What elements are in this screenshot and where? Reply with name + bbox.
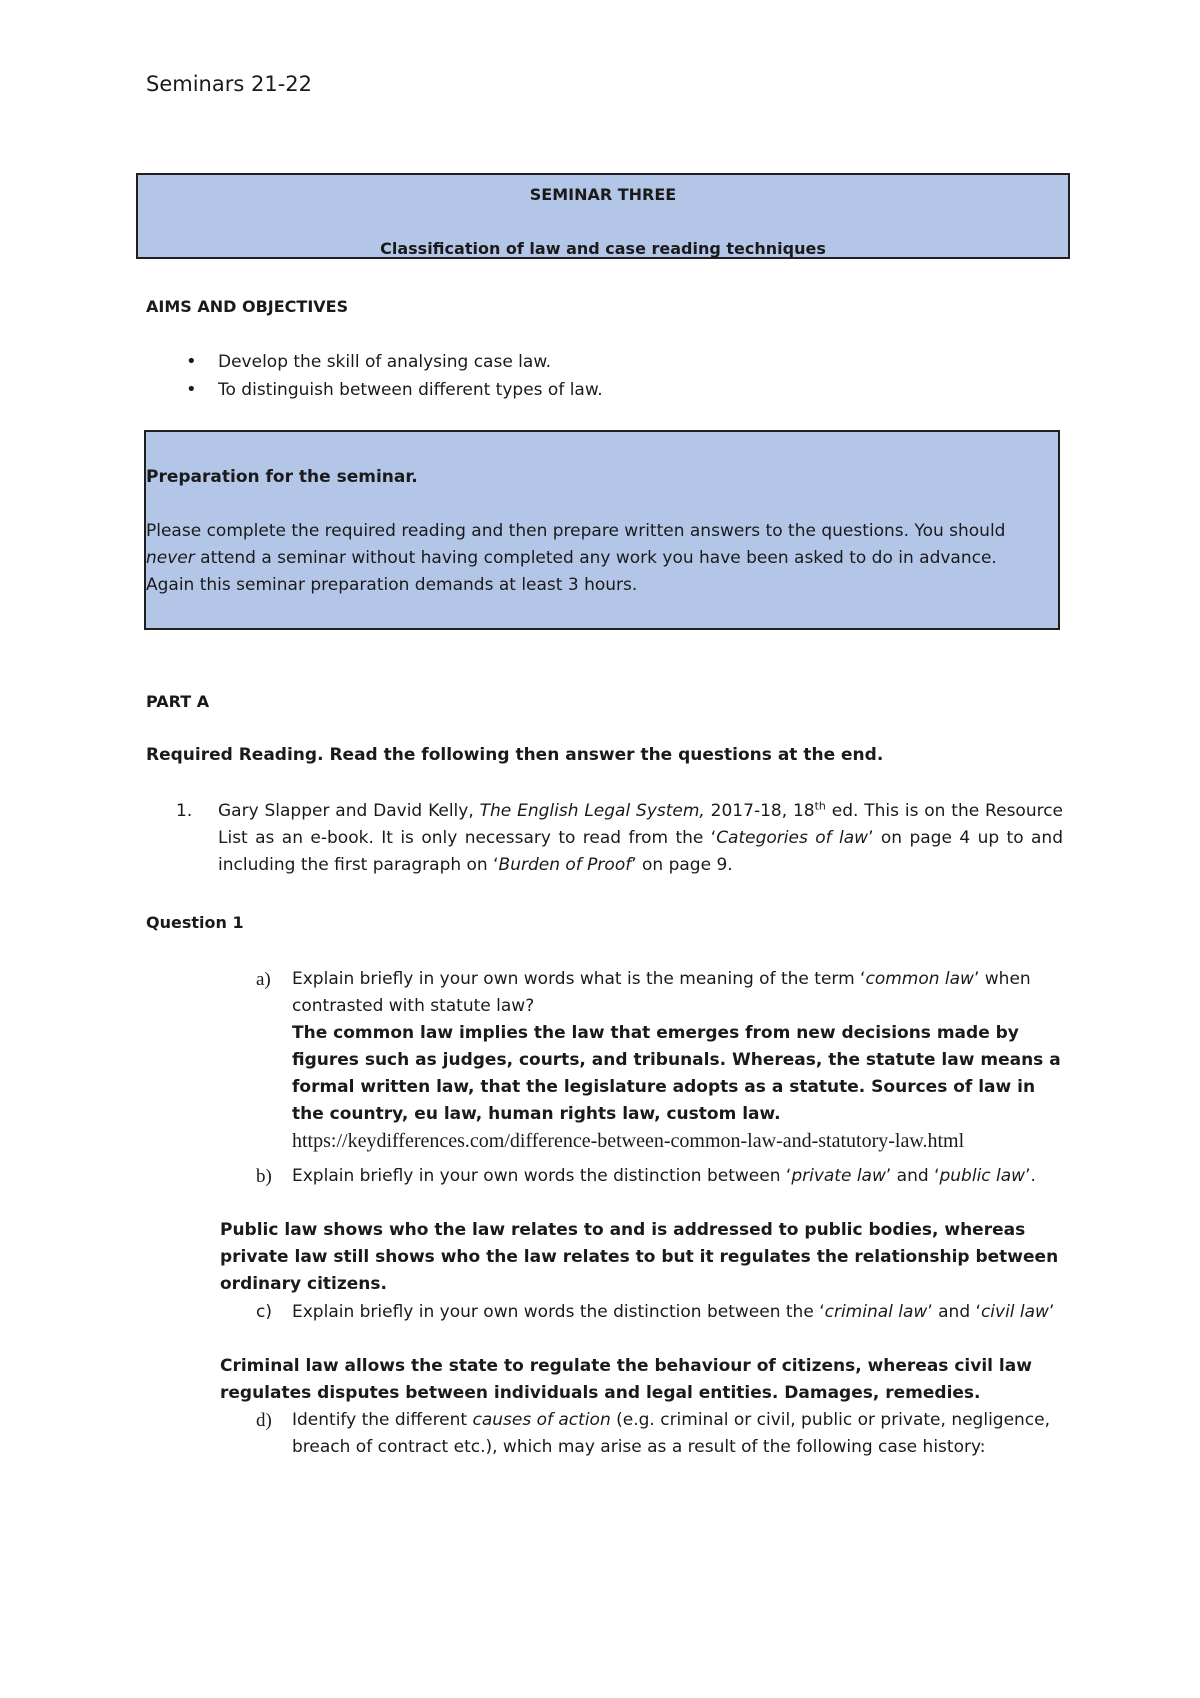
- preparation-text: Please complete the required reading and then prepare written answers to the questions. You should never attend a seminar without having completed any work you have been asked to do in advance. Again this seminar preparation demands at least 3 hours.: [146, 521, 1006, 595]
- preparation-box: [144, 430, 1060, 630]
- seminar-subtitle: Classification of law and case reading techniques: [380, 239, 826, 258]
- question-1-heading: Question 1: [146, 913, 244, 932]
- question-1b: b) Explain briefly in your own words the distinction between ‘private law’ and ‘public law’.: [256, 1163, 1066, 1190]
- list-marker: a): [256, 969, 271, 990]
- list-marker: c): [256, 1302, 272, 1322]
- book-title: The English Legal System,: [479, 801, 705, 821]
- aim-item: • To distinguish between different types of law.: [186, 376, 603, 404]
- aims-list: [186, 348, 603, 404]
- part-a-heading: PART A: [146, 692, 210, 711]
- answer-1b: Public law shows who the law relates to and is addressed to public bodies, whereas private law still shows who the law relates to but it regulates the relationship between ordinary citizens.: [220, 1220, 1059, 1294]
- question-1a: a) Explain briefly in your own words what is the meaning of the term ‘common law’ when contrasted with statute law? The common law implies the law that emerges from new decisions made by figures such as judges, courts, and tribunals. Whereas, the statute law means a formal written law, that the legislature adopts as a statute. Sources of law in the country, eu law, human rights law, custom law. https://keydifferences.com/difference-between-common-law-and-statutory-law.html: [256, 966, 1066, 1156]
- seminar-banner: [136, 173, 1070, 259]
- aim-item: • Develop the skill of analysing case law.: [186, 348, 603, 376]
- preparation-heading: Preparation for the seminar.: [146, 467, 418, 487]
- reading-text: Gary Slapper and David Kelly, The English Legal System, 2017-18, 18th ed. This is on the Resource List as an e-book. It is only necessary to read from the ‘Categories of law’ on page 4 up to and including the first paragraph on ‘Burden of Proof’ on page 9.: [218, 799, 1064, 875]
- answer-1c: Criminal law allows the state to regulate the behaviour of citizens, whereas civil law regulates disputes between individuals and legal entities. Damages, remedies.: [220, 1356, 1032, 1403]
- reading-number: 1.: [176, 801, 193, 821]
- list-marker: d): [256, 1410, 272, 1431]
- emphasis-never: never: [146, 548, 195, 568]
- required-reading-heading: Required Reading. Read the following then answer the questions at the end.: [146, 745, 884, 765]
- aims-heading: AIMS AND OBJECTIVES: [146, 297, 349, 316]
- answer-1a: The common law implies the law that emerges from new decisions made by figures such as judges, courts, and tribunals. Whereas, the statute law means a formal written law, that the legislature adopts as a statute. Sources of law in the country, eu law, human rights law, custom law. https://keydifferences.com/difference-between-common-law-and-statutory-law.html: [292, 1023, 1061, 1152]
- list-marker: b): [256, 1166, 272, 1187]
- seminar-title: SEMINAR THREE: [529, 185, 677, 204]
- question-1c: c) Explain briefly in your own words the distinction between the ‘criminal law’ and ‘civil law’: [256, 1299, 1066, 1326]
- question-1d: d) Identify the different causes of action (e.g. criminal or civil, public or private, negligence, breach of contract etc.), which may arise as a result of the following case history:: [256, 1407, 1066, 1461]
- running-title: Seminars 21-22: [146, 72, 312, 96]
- reading-item: [176, 798, 1063, 879]
- reference-url: https://keydifferences.com/difference-between-common-law-and-statutory-law.html: [292, 1130, 965, 1152]
